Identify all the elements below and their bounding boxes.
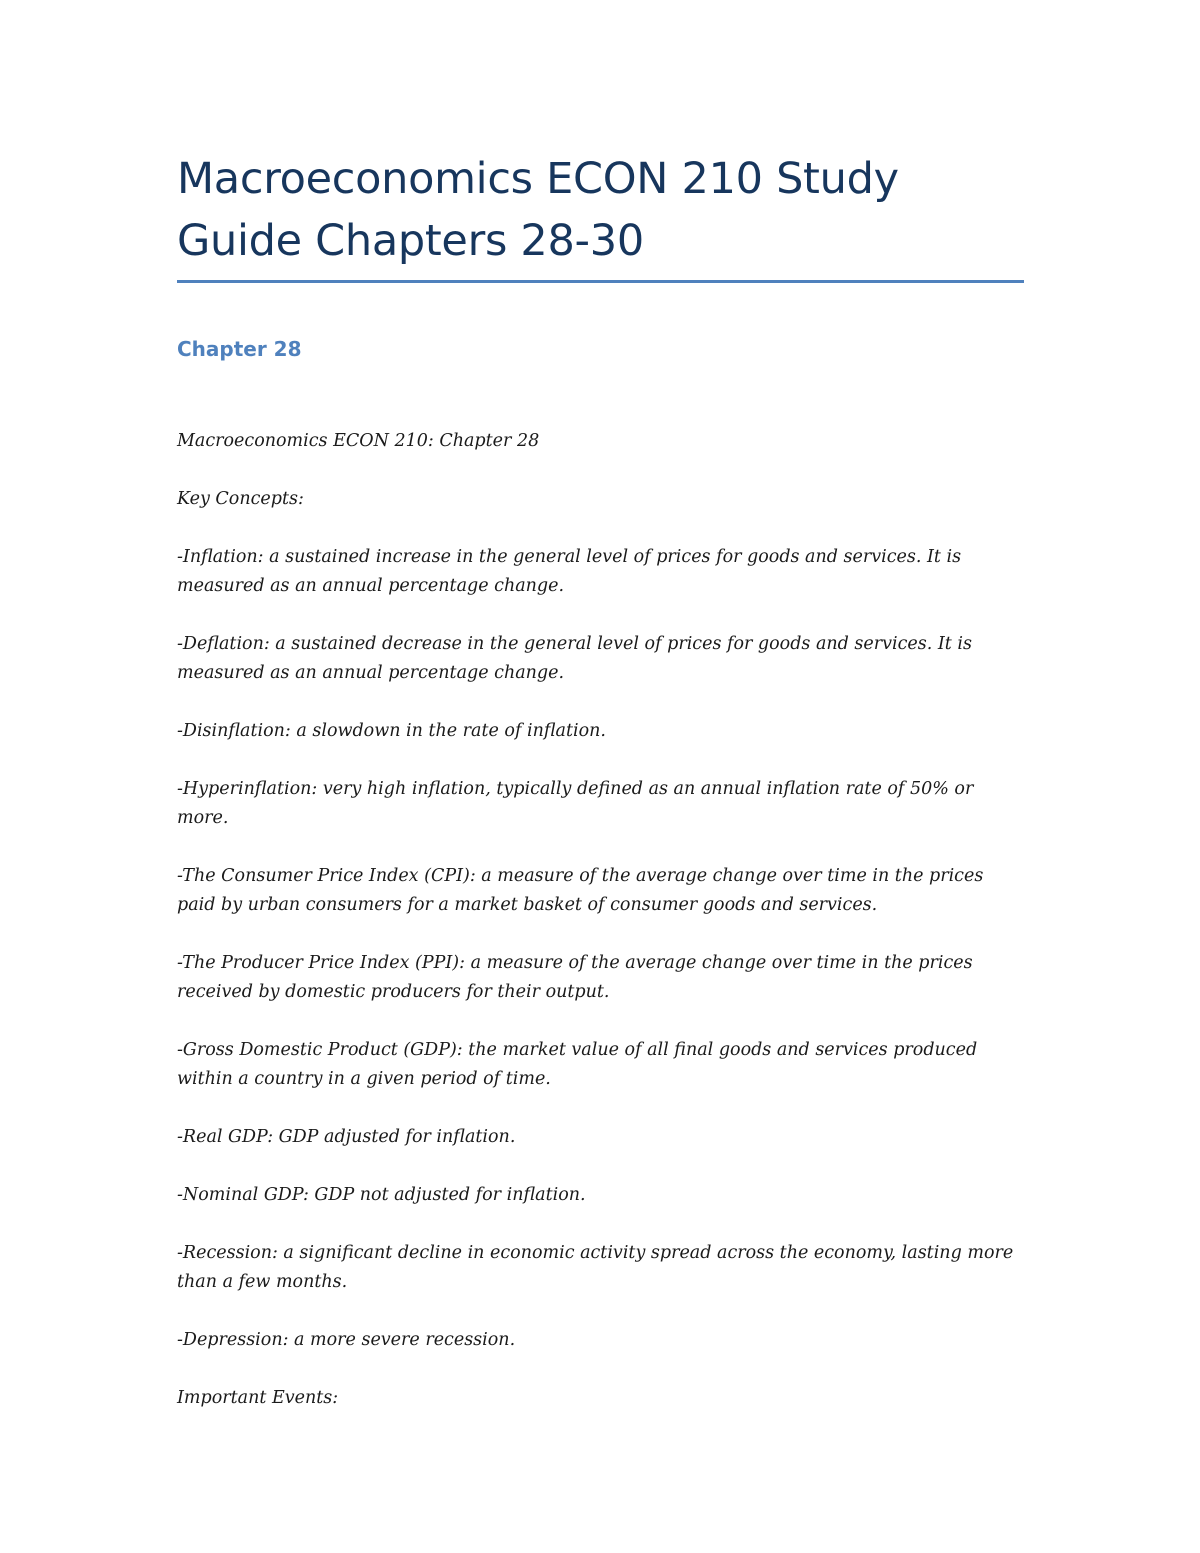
concept-nominal-gdp: -Nominal GDP: GDP not adjusted for inflation. (177, 1185, 586, 1205)
concept-deflation: -Deflation: a sustained decrease in the general level of prices for goods and services. It is measured as an annual percentage change. (177, 634, 972, 683)
important-events-label: Important Events: (177, 1388, 339, 1408)
title-underline (177, 280, 1024, 283)
document-content (177, 148, 1024, 1413)
concept-real-gdp: -Real GDP: GDP adjusted for inflation. (177, 1127, 516, 1147)
concept-recession: -Recession: a significant decline in economic activity spread across the economy, lasting more than a few months. (177, 1243, 1014, 1292)
concept-gdp: -Gross Domestic Product (GDP): the market value of all final goods and services produced within a country in a given period of time. (177, 1040, 978, 1089)
document-title: Macroeconomics ECON 210 Study Guide Chapters 28-30 (177, 154, 899, 266)
concept-inflation: -Inflation: a sustained increase in the general level of prices for goods and services. It is measured as an annual percentage change. (177, 547, 962, 596)
concept-depression: -Depression: a more severe recession. (177, 1330, 516, 1350)
concept-disinflation: -Disinflation: a slowdown in the rate of inflation. (177, 721, 606, 741)
concept-cpi: -The Consumer Price Index (CPI): a measure of the average change over time in the prices paid by urban consumers for a market basket of consumer goods and services. (177, 866, 984, 915)
chapter-heading: Chapter 28 (177, 337, 302, 361)
chapter-subtitle: Macroeconomics ECON 210: Chapter 28 (177, 431, 540, 451)
concept-hyperinflation: -Hyperinflation: very high inflation, typically defined as an annual inflation rate of 50% or more. (177, 779, 974, 828)
key-concepts-label: Key Concepts: (177, 489, 304, 509)
concept-ppi: -The Producer Price Index (PPI): a measure of the average change over time in the prices received by domestic producers for their output. (177, 953, 973, 1002)
